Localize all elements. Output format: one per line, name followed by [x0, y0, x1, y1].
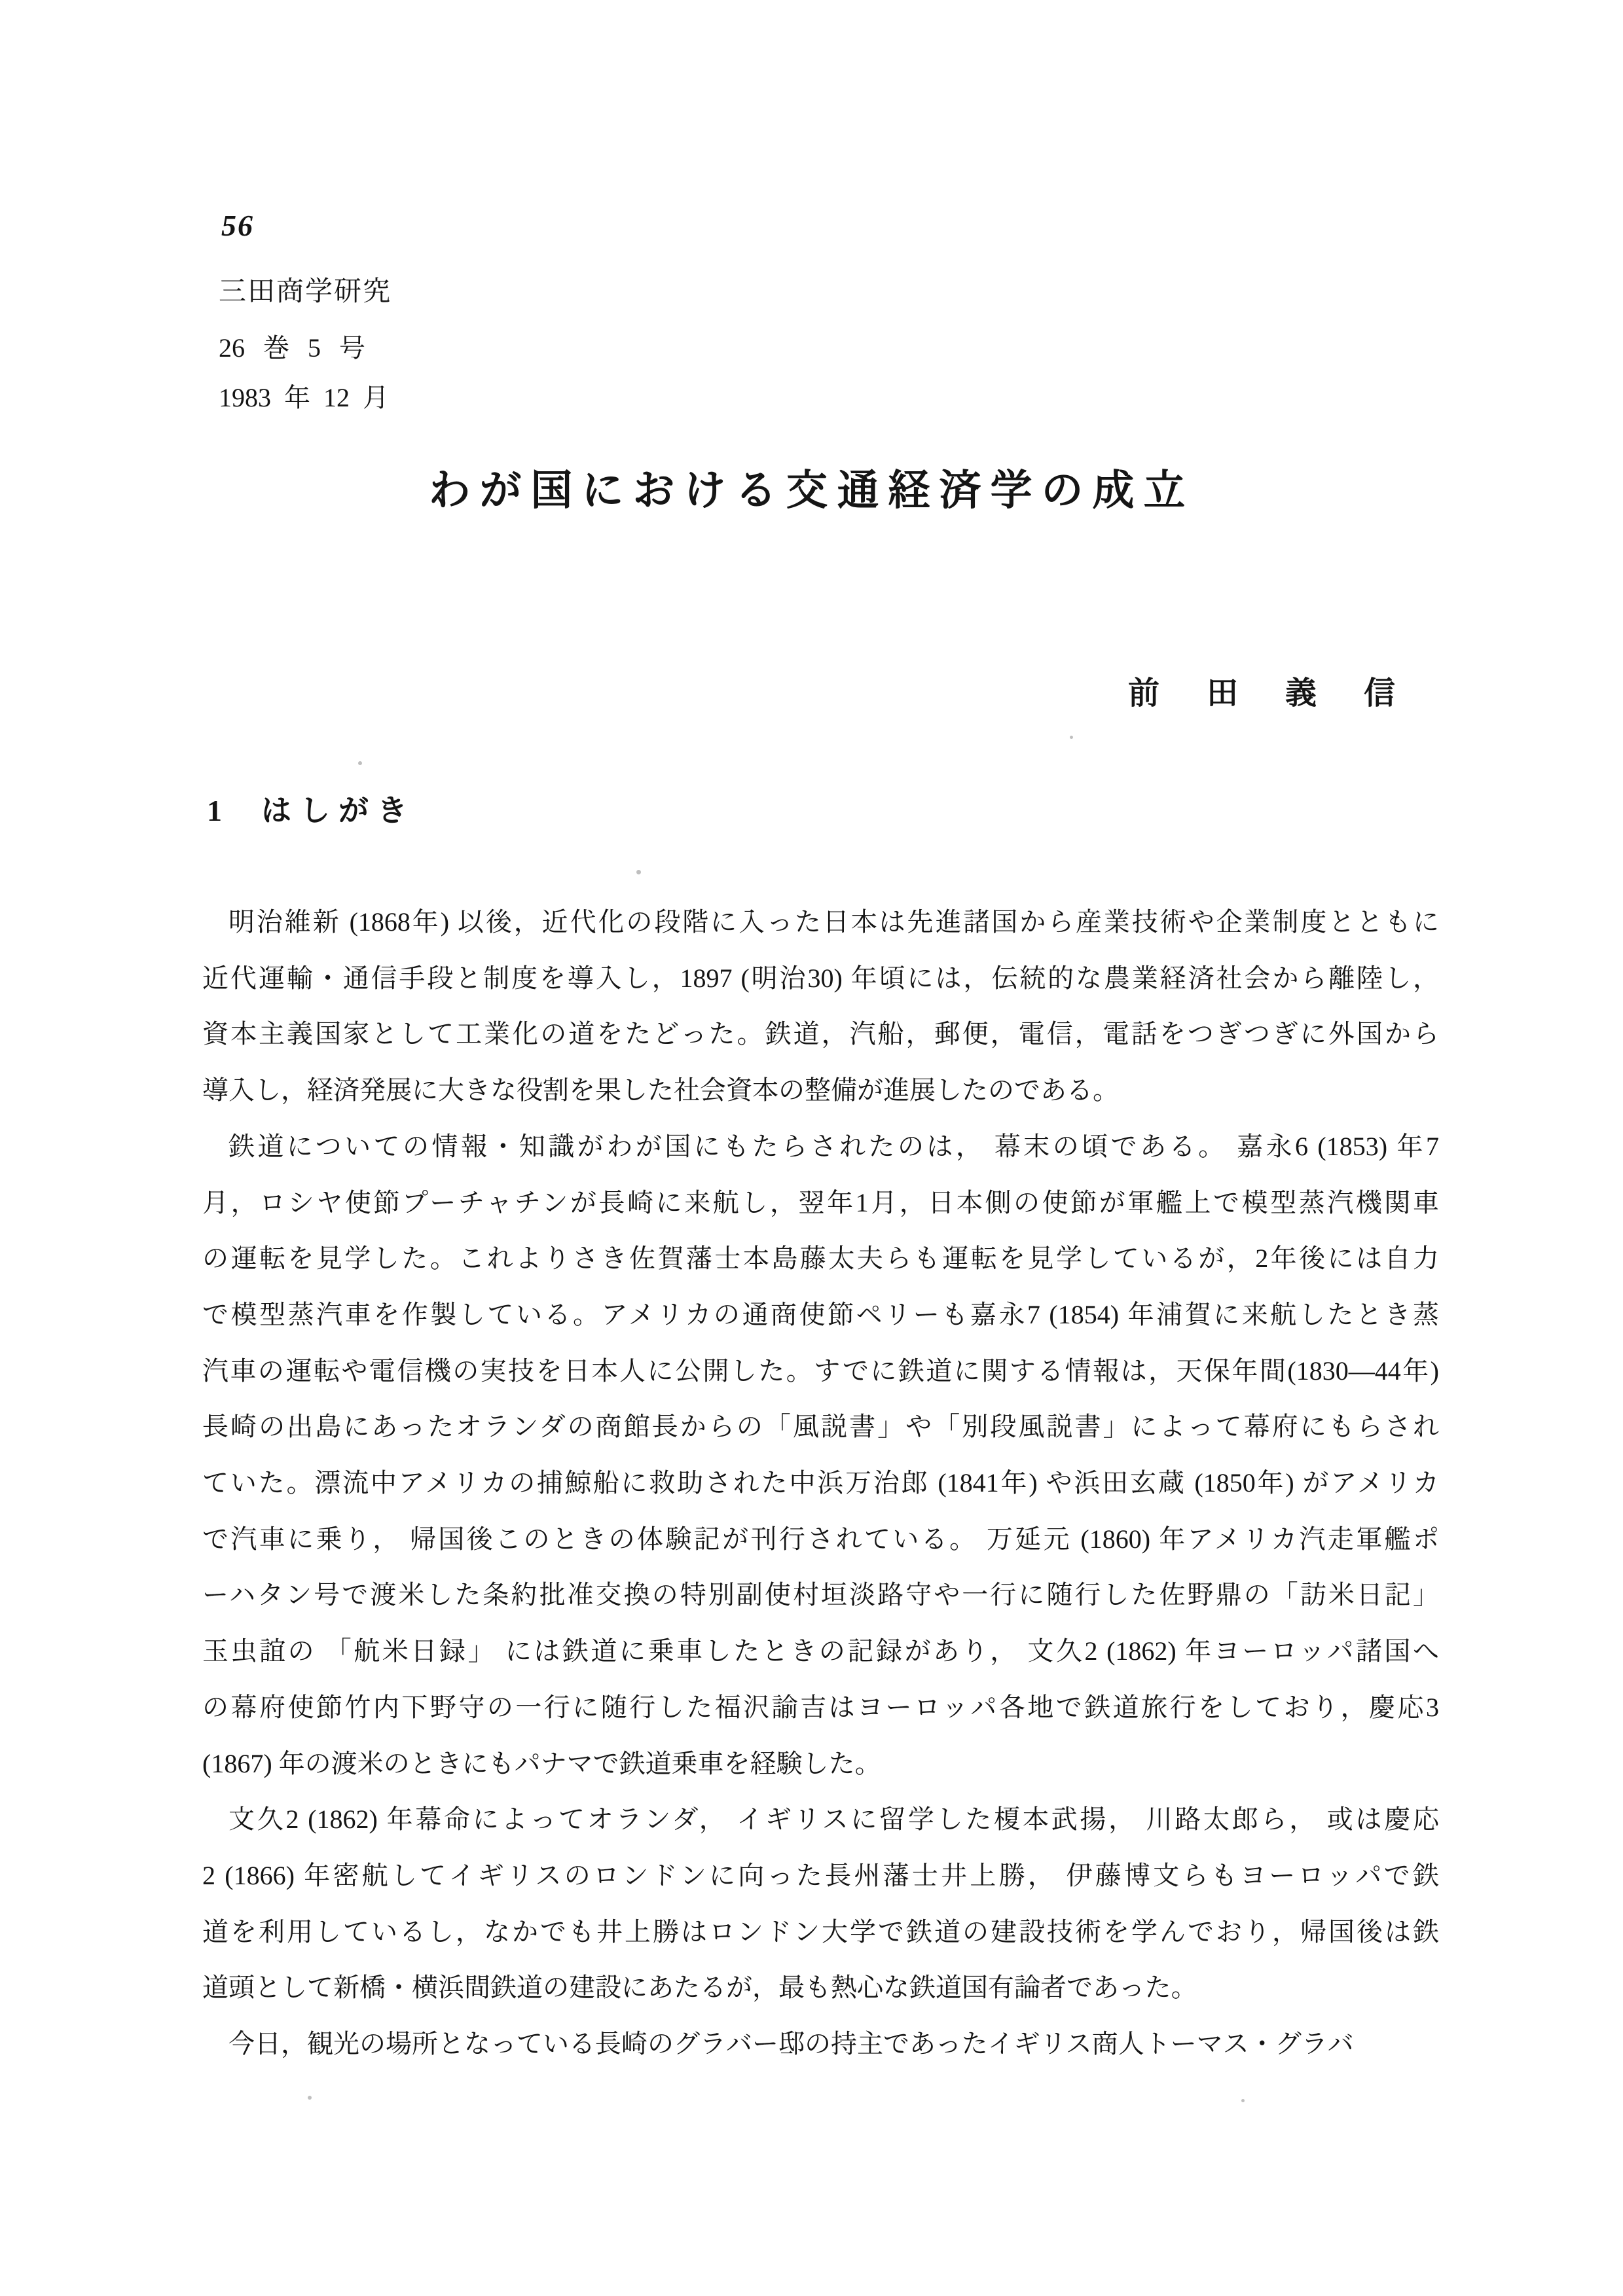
journal-issue-date: 1983 年 12 月 [219, 383, 389, 412]
body-line: 道頭として新橋・横浜間鉄道の建設にあたるが，最も熱心な鉄道国有論者であった。 [202, 1973, 1197, 2003]
body-line: で模型蒸汽車を作製している。アメリカの通商使節ペリーも嘉永7 (1854) 年浦賀に来航したとき蒸 [202, 1299, 1439, 1329]
scan-speck [1241, 2099, 1245, 2102]
scan-speck [1070, 736, 1073, 739]
body-line: の運転を見学した。これよりさき佐賀藩士本島藤太夫らも運転を見学しているが，2年後には自力 [202, 1244, 1439, 1274]
body-line: 導入し，経済発展に大きな役割を果した社会資本の整備が進展したのである。 [202, 1075, 1119, 1105]
scan-speck [358, 761, 362, 765]
journal-title: 三田商学研究 [219, 277, 392, 307]
page-number: 56 [221, 209, 254, 242]
journal-volume-issue: 26 巻 5 号 [219, 333, 365, 363]
body-line: 鉄道についての情報・知識がわが国にもたらされたのは， 幕末の頃である。 嘉永6 (1853) 年7 [228, 1131, 1439, 1161]
body-line: 長崎の出島にあったオランダの商館長からの「風説書」や「別段風説書」によって幕府にもらされ [202, 1412, 1439, 1442]
body-line: 道を利用しているし，なかでも井上勝はロンドン大学で鉄道の建設技術を学んでおり，帰国後は鉄 [202, 1916, 1439, 1946]
section-title: はしがき [261, 794, 416, 827]
scan-speck [636, 870, 641, 874]
body-line: 明治維新 (1868年) 以後，近代化の段階に入った日本は先進諸国から産業技術や企業制度とともに [228, 907, 1439, 937]
scan-speck [308, 2096, 312, 2100]
body-line: 汽車の運転や電信機の実技を日本人に公開した。すでに鉄道に関する情報は，天保年間(1830—44年) [202, 1355, 1439, 1386]
body-line: (1867) 年の渡米のときにもパナマで鉄道乗車を経験した。 [202, 1748, 881, 1778]
section-heading [207, 787, 416, 830]
body-line: 今日，観光の場所となっている長崎のグラバー邸の持主であったイギリス商人トーマス・グラバ [228, 2029, 1354, 2059]
body-line: で汽車に乗り， 帰国後このときの体験記が刊行されている。 万延元 (1860) 年アメリカ汽走軍艦ポ [202, 1524, 1439, 1554]
body-line: 文久2 (1862) 年幕命によってオランダ， イギリスに留学した榎本武揚， 川路太郎ら， 或は慶応 [228, 1804, 1439, 1835]
body-line: ーハタン号で渡米した条約批准交換の特別副使村垣淡路守や一行に随行した佐野鼎の「訪米日記」 [202, 1580, 1439, 1610]
section-number: 1 [207, 794, 222, 827]
body-line: 資本主義国家として工業化の道をたどった。鉄道，汽船，郵便，電信，電話をつぎつぎに外国から [202, 1019, 1439, 1049]
body-text [202, 894, 1439, 2072]
body-line: ていた。漂流中アメリカの捕鯨船に救助された中浜万治郎 (1841年) や浜田玄蔵 (1850年) がアメリカ [202, 1468, 1439, 1498]
body-line: 2 (1866) 年密航してイギリスのロンドンに向った長州藩士井上勝， 伊藤博文らもヨーロッパで鉄 [202, 1860, 1439, 1890]
body-line: 近代運輸・通信手段と制度を導入し，1897 (明治30) 年頃には，伝統的な農業経済社会から離陸し， [202, 963, 1439, 993]
body-line: の幕府使節竹内下野守の一行に随行した福沢諭吉はヨーロッパ各地で鉄道旅行をしており，慶応3 [202, 1692, 1439, 1722]
body-line: 月，ロシヤ使節プーチャチンが長崎に来航し，翌年1月，日本側の使節が軍艦上で模型蒸汽機関車 [202, 1187, 1439, 1217]
article-title: わが国における交通経済学の成立 [428, 467, 1195, 514]
author-name: 前 田 義 信 [1127, 676, 1415, 711]
body-line: 玉虫誼の 「航米日録」 には鉄道に乗車したときの記録があり， 文久2 (1862) 年ヨーロッパ諸国へ [202, 1636, 1439, 1666]
